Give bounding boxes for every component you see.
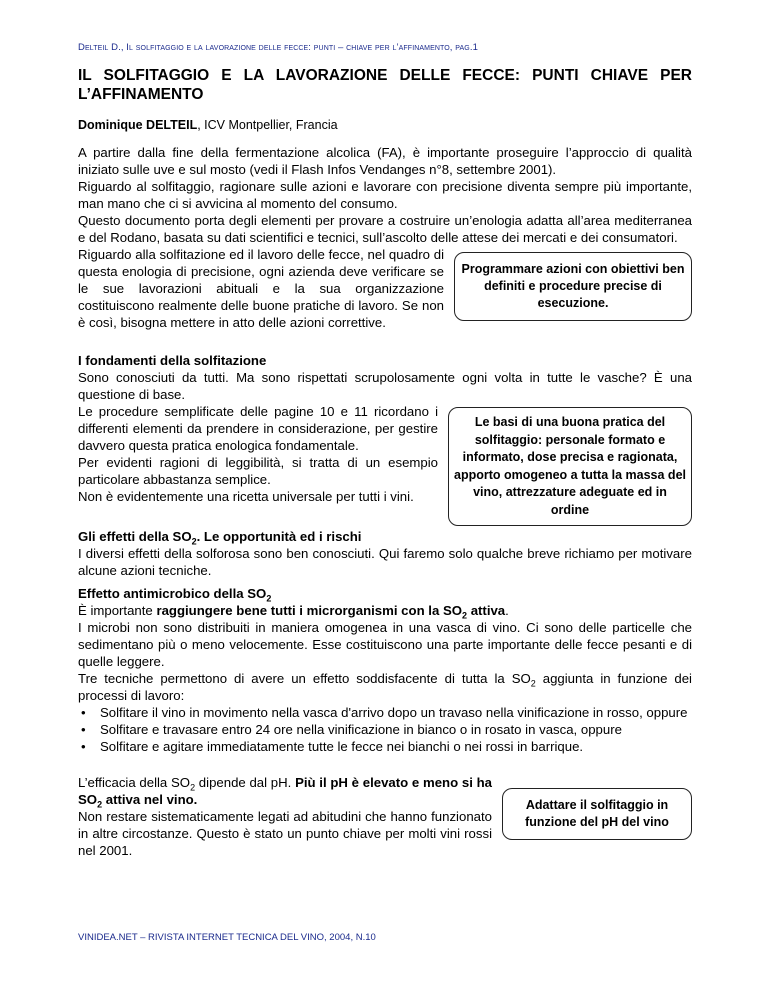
callout-box-ph: Adattare il solfitaggio in funzione del pH del vino: [502, 788, 692, 840]
techniques-list: [78, 704, 692, 755]
ph-paragraph-2: Non restare sistematicamente legati ad abitudini che hanno funzionato in altre circostanze. Questo è stato un punto chiave per molti vini rossi nel 2001.: [78, 809, 492, 858]
page-footer: VINIDEA.NET – RIVISTA INTERNET TECNICA DEL VINO, 2004, N.10: [78, 932, 376, 943]
intro-section: [78, 144, 692, 331]
intro-paragraph-3: Questo documento porta degli elementi per provare a costruire un’enologia adatta all’area mediterranea e del Rodano, basata su dati scientifici e tecnici, sull’ascolto delle attese dei mercati e dei consumatori.: [78, 213, 692, 245]
section-antimicrobico: [78, 585, 692, 755]
header-text: Delteil D., Il solfitaggio e la lavorazione delle fecce: punti – chiave per l’affinamento, pag.1: [78, 42, 478, 53]
effetti-paragraph-1: I diversi effetti della solforosa sono ben conosciuti. Qui faremo solo qualche breve richiamo per motivare alcune azioni tecniche.: [78, 546, 692, 578]
fondamenti-paragraph-4: Non è evidentemente una ricetta universale per tutti i vini.: [78, 489, 414, 504]
fondamenti-paragraph-3: Per evidenti ragioni di leggibilità, si tratta di un esempio particolare abbastanza semplice.: [78, 455, 438, 487]
ph-paragraph-1: L’efficacia della $SO_2$ dipende dal pH. Più il pH è elevato e meno si ha $SO_2$ attiva nel vino.: [78, 775, 492, 810]
intro-paragraph-1: A partire dalla fine della fermentazione alcolica (FA), è importante proseguire l’approccio di qualità iniziato sulle uve e sul mosto (vedi il Flash Infos Vendanges n°8, settembre 2001).: [78, 145, 692, 177]
section-heading-fondamenti: I fondamenti della solfitazione: [78, 353, 267, 368]
section-ph: [78, 774, 692, 859]
author-affiliation: , ICV Montpellier, Francia: [197, 118, 338, 132]
section-heading-antimicrobico: Effetto antimicrobico della $SO_2$: [78, 586, 272, 604]
list-item: • Solfitare e agitare immediatamente tutte le fecce nei bianchi o nei rossi in barrique.: [100, 738, 692, 755]
callout-box-programmare: Programmare azioni con obiettivi ben definiti e procedure precise di esecuzione.: [454, 252, 692, 321]
antimicrobico-paragraph-1: È importante raggiungere bene tutti i microrganismi con la $SO_2$ attiva.: [78, 603, 509, 621]
footer-year: 2004: [329, 932, 351, 943]
antimicrobico-paragraph-3: Tre tecniche permettono di avere un effetto soddisfacente di tutta la $SO_2$ aggiunta in funzione dei processi di lavoro:: [78, 671, 692, 703]
list-item: • Solfitare e travasare entro 24 ore nella vinificazione in bianco o in rosato in vasca, oppure: [100, 721, 692, 738]
list-item: • Solfitare il vino in movimento nella vasca d'arrivo dopo un travaso nella vinificazione in rosso, oppure: [100, 704, 692, 721]
antimicrobico-paragraph-2: I microbi non sono distribuiti in maniera omogenea in una vasca di vino. Ci sono delle particelle che sedimentano più o meno velocemente. Esse costituiscono una parte importante delle fecce pesanti e di quelle leggere.: [78, 620, 692, 669]
section-heading-effetti: Gli effetti della $SO_2$. Le opportunità ed i rischi: [78, 529, 362, 547]
fondamenti-paragraph-2: Le procedure semplificate delle pagine 10 e 11 ricordano i differenti elementi da prendere in considerazione, per gestire davvero questa pratica enologica fondamentale.: [78, 404, 438, 453]
footer-issue: N.10: [355, 932, 376, 943]
author-name: Dominique DELTEIL: [78, 118, 198, 132]
section-fondamenti: [78, 352, 692, 530]
intro-paragraph-2: Riguardo al solfitaggio, ragionare sulle azioni e lavorare con precisione diventa sempre più importante, man mano che ci si avvicina al momento del consumo.: [78, 179, 692, 211]
intro-paragraph-4: Riguardo alla solfitazione ed il lavoro delle fecce, nel quadro di questa enologia di precisione, ogni azienda deve verificare se le sue lavorazioni abituali e la sua organizzazione costituiscono realmente delle buone pratiche di lavoro. Se non è così, bisogna mettere in atto delle azioni correttive.: [78, 247, 444, 330]
page-header: [78, 42, 698, 53]
author-line: [78, 118, 338, 132]
fondamenti-paragraph-1: Sono conosciuti da tutti. Ma sono rispettati scrupolosamente ogni volta in tutte le vasche? È una questione di base.: [78, 370, 692, 402]
section-effetti: [78, 528, 692, 579]
document-title: IL SOLFITAGGIO E LA LAVORAZIONE DELLE FECCE: PUNTI CHIAVE PER L’AFFINAMENTO: [78, 67, 692, 103]
callout-box-basi: Le basi di una buona pratica del solfitaggio: personale formato e informato, dose precisa e ragionata, apporto omogeneo a tutta la massa del vino, attrezzature adeguate ed in ordine: [448, 407, 692, 526]
footer-site: VINIDEA.NET – RIVISTA INTERNET TECNICA DEL VINO: [78, 932, 325, 943]
